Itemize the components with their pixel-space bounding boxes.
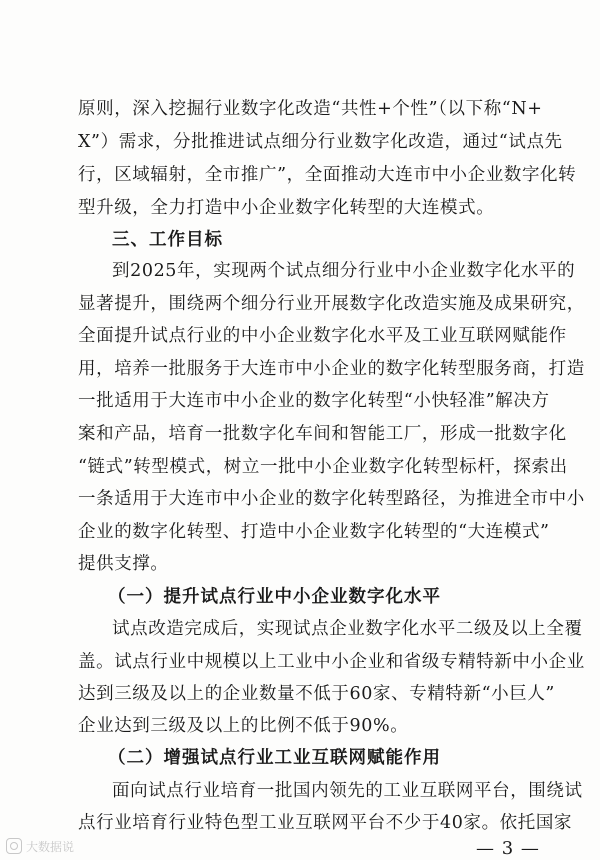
body-line-12: “链式”转型模式，树立一批中小企业数字化转型标杆，探索出	[78, 457, 568, 477]
body-line-8: 全面提升试点行业的中小企业数字化水平及工业互联网赋能作	[78, 326, 567, 346]
body-line-22: 面向试点行业培育一批国内领先的工业互联网平台，围绕试	[112, 781, 583, 801]
camera-logo-icon	[6, 838, 22, 854]
body-line-17: 试点改造完成后，实现试点企业数字化水平二级及以上全覆	[112, 619, 583, 639]
body-line-11: 案和产品，培育一批数字化车间和智能工厂，形成一批数字化	[78, 424, 567, 444]
subsection-heading-1: （一）提升试点行业中小企业数字化水平	[108, 587, 441, 607]
body-line-7: 显著提升，围绕两个细分行业开展数字化改造实施及成果研究，	[78, 294, 585, 314]
body-line-6: 到2025年，实现两个试点细分行业中小企业数字化水平的	[112, 261, 576, 281]
body-line-15: 提供支撑。	[78, 554, 169, 574]
watermark-text: 大数据说	[26, 839, 75, 854]
section-heading-work-goals: 三、工作目标	[112, 230, 223, 250]
body-line-9: 用，培养一批服务于大连市中小企业的数字化转型服务商，打造	[78, 359, 585, 379]
body-line-14: 企业的数字化转型、打造中小企业数字化转型的“大连模式”	[78, 522, 550, 542]
body-line-2: X”）需求，分批推进试点细分行业数字化改造，通过“试点先	[78, 132, 563, 152]
watermark	[6, 836, 74, 856]
body-line-20: 企业达到三级及以上的比例不低于90%。	[78, 716, 409, 736]
page-number: — 3 —	[476, 838, 540, 859]
body-line-3: 行，区域辐射，全市推广”，全面推动大连市中小企业数字化转	[78, 165, 577, 185]
body-line-18: 盖。试点行业中规模以上工业中小企业和省级专精特新中小企业	[78, 652, 585, 672]
body-line-13: 一条适用于大连市中小企业的数字化转型路径，为推进全市中小	[78, 489, 585, 509]
body-line-19: 达到三级及以上的企业数量不低于60家、专精特新“小巨人”	[78, 684, 555, 704]
subsection-heading-2: （二）增强试点行业工业互联网赋能作用	[108, 748, 441, 768]
body-line-4: 型升级，全力打造中小企业数字化转型的大连模式。	[78, 198, 495, 218]
body-line-1: 原则，深入挖掘行业数字化改造“共性+个性”（以下称“N+	[78, 99, 543, 119]
body-line-10: 一批适用于大连市中小企业的数字化转型“小快轻准”解决方	[78, 391, 550, 411]
body-line-23: 点行业培育行业特色型工业互联网平台不少于40家。依托国家	[78, 813, 573, 833]
